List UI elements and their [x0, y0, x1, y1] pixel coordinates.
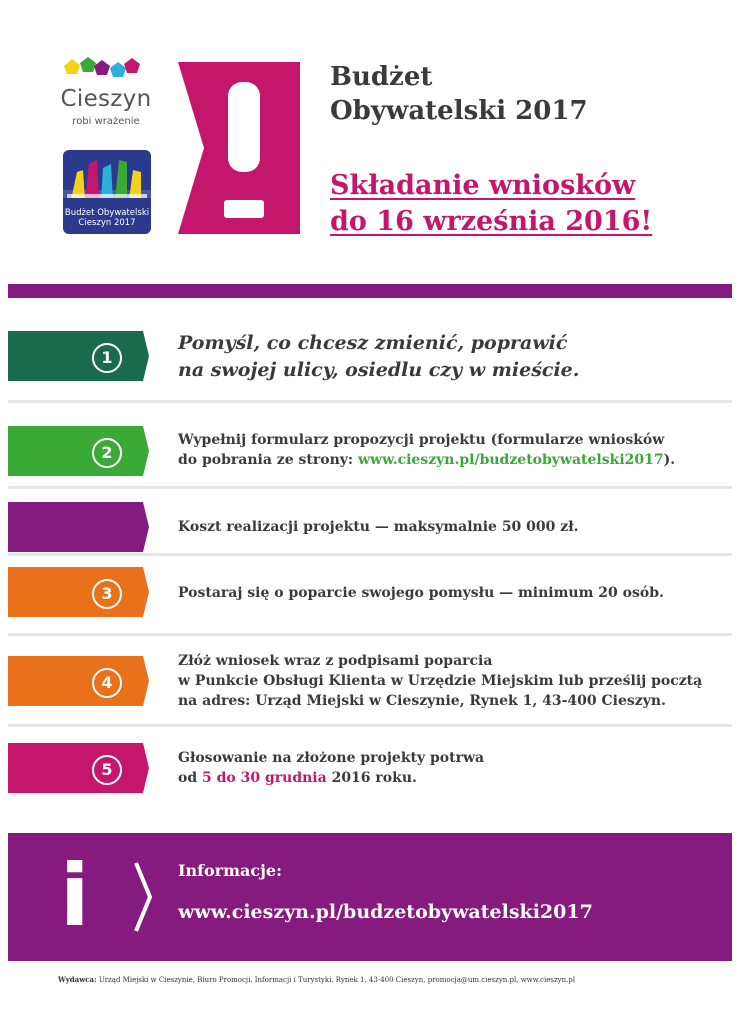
row-divider	[8, 633, 732, 636]
step-3-number: 3	[92, 579, 122, 609]
step-4-number: 4	[92, 668, 122, 698]
row-divider	[8, 486, 732, 489]
step-1-text: Pomyśl, co chcesz zmienić, poprawić na swojej ulicy, osiedlu czy w mieście.	[178, 332, 580, 381]
logo-tagline: robi wrażenie	[72, 116, 140, 127]
step-5-text: Głosowanie na złożone projekty potrwa od 5 do 30 grudnia 2016 roku.	[178, 750, 485, 786]
raised-hands-icon	[63, 150, 151, 210]
budget-badge	[63, 150, 151, 234]
badge-line-1: Budżet Obywatelski	[64, 208, 150, 218]
deadline-notice: Składanie wniosków do 16 września 2016!	[330, 170, 653, 237]
step-5-tab	[8, 743, 149, 793]
info-label: Informacje:	[178, 861, 283, 880]
exclamation-icon	[178, 62, 310, 234]
row-divider	[8, 400, 732, 403]
info-url-link[interactable]: www.cieszyn.pl/budzetobywatelski2017	[178, 901, 593, 923]
step-4-tab	[8, 656, 149, 706]
cost-tab	[8, 502, 149, 552]
logo-name: Cieszyn	[60, 86, 152, 112]
cost-text: Koszt realizacji projektu — maksymalnie 50 000 zł.	[178, 519, 579, 535]
header-divider	[8, 284, 732, 298]
info-box	[8, 833, 732, 961]
step-1-number: 1	[92, 343, 122, 373]
step-1-tab	[8, 331, 149, 381]
step-4-text: Złóż wniosek wraz z podpisami poparcia w Punkcie Obsługi Klienta w Urzędzie Miejskim lub prześlij pocztą na adres: Urząd Miejski w Cieszynie, Rynek 1, 43-400 Cieszyn.	[178, 653, 703, 709]
badge-line-2: Cieszyn 2017	[78, 218, 136, 228]
chevron-right-icon	[132, 859, 156, 935]
step-5-number: 5	[92, 755, 122, 785]
info-icon: i	[60, 846, 90, 946]
row-divider	[8, 724, 732, 727]
page-title: Budżet Obywatelski 2017	[330, 62, 588, 126]
step-3-text: Postaraj się o poparcie swojego pomysłu — minimum 20 osób.	[178, 585, 664, 601]
publisher-footer: Wydawca: Urząd Miejski w Cieszynie, Biuro Promocji, Informacji i Turystyki, Rynek 1, 43-400 Cieszyn, promocja@um.cieszyn.pl, www.cieszyn.pl	[58, 975, 576, 984]
row-divider	[8, 553, 732, 556]
form-download-link[interactable]: www.cieszyn.pl/budzetobywatelski2017	[357, 452, 664, 468]
logo-shapes-icon	[62, 56, 152, 84]
step-2-text: Wypełnij formularz propozycji projektu (formularze wniosków do pobrania ze strony: www.cieszyn.pl/budzetobywatelski2017).	[178, 432, 676, 468]
voting-dates: 5 do 30 grudnia	[202, 770, 327, 786]
step-2-number: 2	[92, 438, 122, 468]
step-2-tab	[8, 426, 149, 476]
step-3-tab	[8, 567, 149, 617]
